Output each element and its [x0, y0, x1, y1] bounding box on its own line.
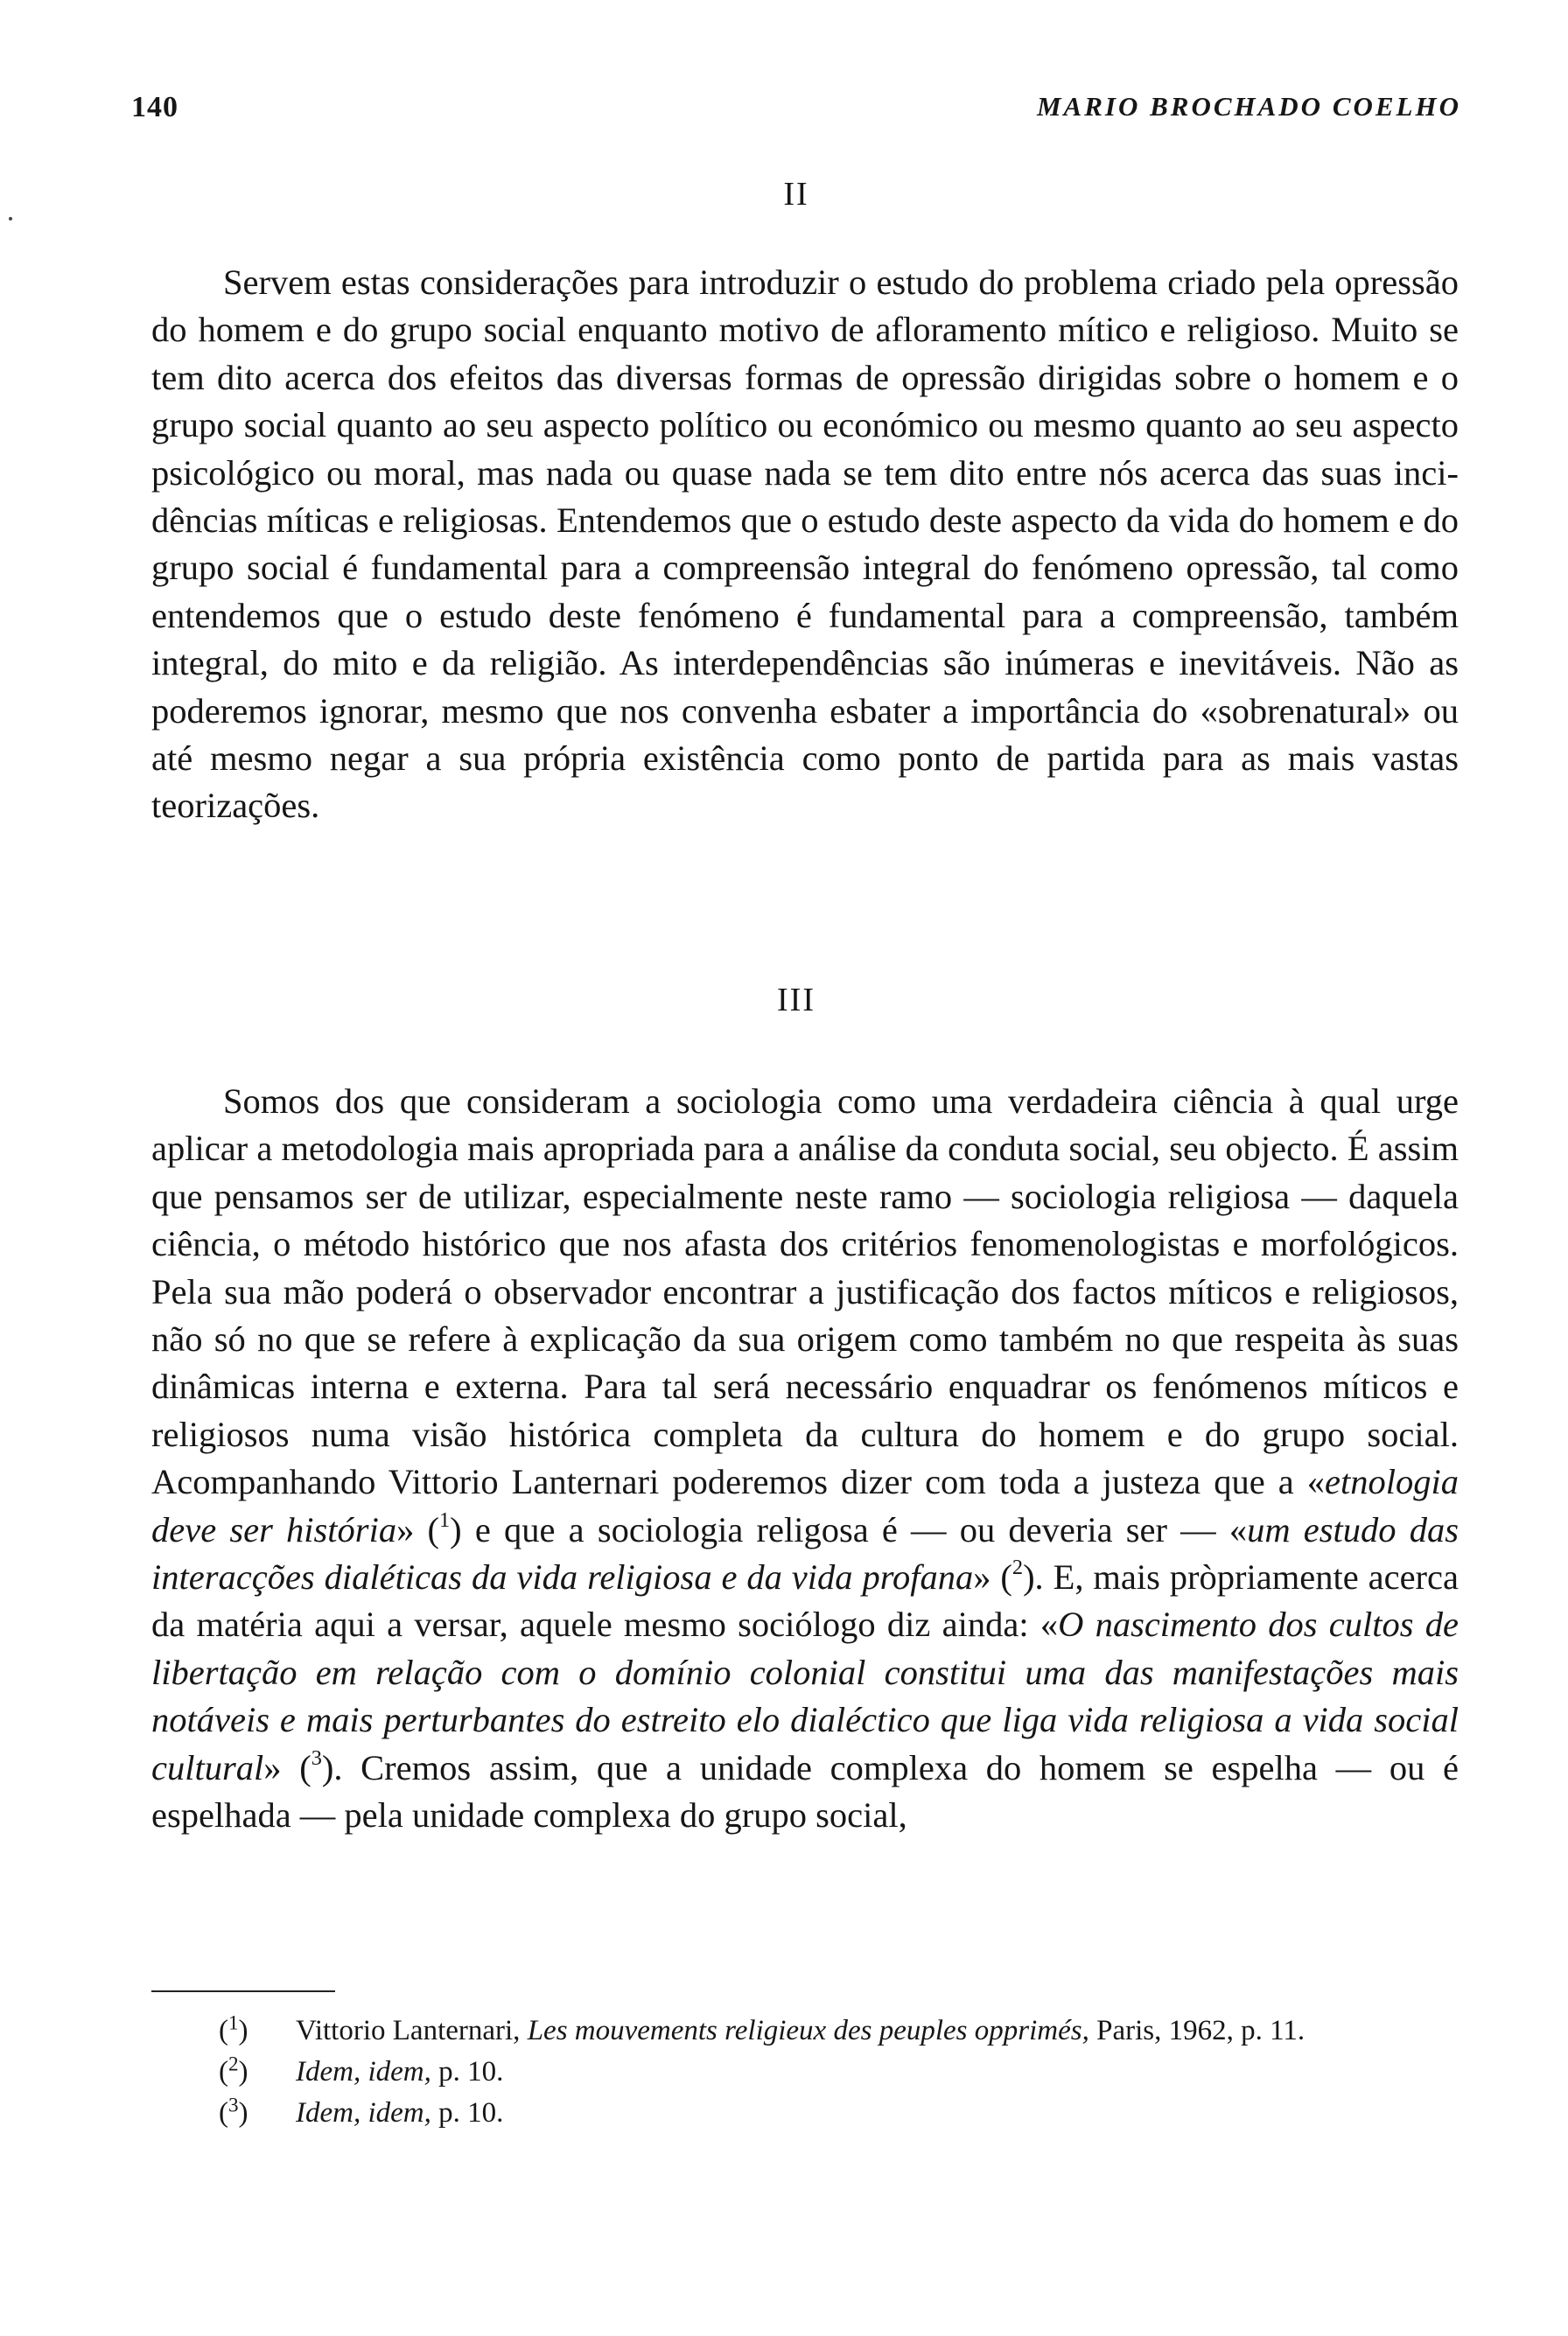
text-run: ). Cremos assim, que a unidade complexa do homem se espelha — ou é espelhada — pela unidade complexa do grupo social, [151, 1747, 1459, 1836]
footnote-author: Vittorio Lanternari, [296, 2015, 528, 2046]
page-number: 140 [131, 91, 178, 123]
quotation: O nascimento dos cultos de libertação em relação com o domínio colonial constitui uma das manifestações mais notáveis e mais perturbantes do estreito elo dialéctico que liga vida religiosa a vida social cultural [151, 1605, 1459, 1787]
footnote-reference: 1 [439, 1507, 451, 1532]
text-run: » ( [396, 1509, 440, 1549]
footnote-mark: ($^2$) [219, 2052, 248, 2088]
text-run: » ( [263, 1747, 312, 1787]
quotation: um estudo das interacções dialéticas da vida religiosa e da vida profana [151, 1509, 1459, 1598]
footnote-reference: 2 [1012, 1556, 1024, 1580]
footnotes [219, 2011, 1461, 2134]
footnote-number: 1 [228, 2011, 239, 2034]
text-run: » ( [973, 1557, 1012, 1598]
text-run: ) e que a sociologia religosa é — ou deveria ser — « [450, 1509, 1248, 1549]
footnote-title: Les mouvements religieux des peuples opprimés, [527, 2015, 1089, 2046]
footnote [219, 2011, 1461, 2052]
text-run: ). E, mais pròpriamente acerca da matéria aqui a versar, aquele mesmo sociólogo diz ainda: « [151, 1557, 1459, 1645]
quotation: etnologia deve ser história [151, 1462, 1459, 1549]
footnote [219, 2093, 1461, 2134]
footnote-rest: p. 10. [430, 2056, 504, 2088]
footnote [219, 2052, 1461, 2093]
footnote-reference: 3 [311, 1745, 322, 1770]
footnote-title: Idem, idem, [296, 2097, 431, 2129]
page-header [131, 91, 1461, 135]
footnote-mark: ($^1$) [219, 2011, 248, 2046]
section-heading-ii: II [783, 176, 809, 213]
footnote-title: Idem, idem, [296, 2056, 431, 2088]
footnote-number: 2 [228, 2052, 239, 2075]
section-heading-iii: III [777, 982, 816, 1018]
body-paragraph: Servem estas considerações para introduzir o estudo do problema criado pela opressão do homem e do grupo social enquanto motivo de afloramento mítico e religioso. Muito se tem dito acerca dos efeitos das diversas formas de opressão dirigidas sobre o homem e o grupo social quanto ao seu aspecto político ou económico ou mesmo quanto ao seu aspecto psicológico ou moral, mas nada ou quase nada se tem dito entre nós acerca das suas incidências míticas e religiosas. Entendemos que o estudo deste aspecto da vida do homem e do grupo social é fundamental para a compreensão integral do fenómeno opressão, tal como entendemos que o estudo deste fenómeno é fundamental para a compreensão, também integral, do mito e da religião. As interdependências são inúmeras e inevitáveis. Não as poderemos ignorar, mesmo que nos convenha esbater a importância do «sobrenatural» ou até mesmo negar a sua própria existência como ponto de partida para as mais vastas teorizações. [151, 262, 1459, 826]
footnote-mark: ($^3$) [219, 2093, 248, 2129]
body-paragraph [151, 1078, 1459, 1840]
scan-speck [9, 217, 12, 220]
footnote-separator [151, 1990, 335, 1992]
footnote-number: 3 [228, 2093, 239, 2116]
text-run: Somos dos que consideram a sociologia como uma verdadeira ciência à qual urge aplicar a metodologia mais apropriada para a análise da conduta social, seu objecto. É assim que pensamos ser de utilizar, especialmente neste ramo — sociologia religiosa — daquela ciência, o método histórico que nos afasta dos critérios fenomenologistas e morfológicos. Pela sua mão poderá o observador encontrar a justificação dos factos míticos e religiosos, não só no que se refere à explicação da sua origem como também no que respeita às suas dinâmicas interna e externa. Para tal será necessário enquadrar os fenómenos míticos e religiosos numa visão histórica completa da cultura do homem e do grupo social. Acompanhando Vittorio Lanternari poderemos dizer com toda a justeza que a « [151, 1081, 1459, 1502]
footnote-rest: Paris, 1962, p. 11. [1088, 2015, 1306, 2046]
running-head: MARIO BROCHADO COELHO [1036, 91, 1461, 122]
footnote-rest: p. 10. [430, 2097, 504, 2129]
